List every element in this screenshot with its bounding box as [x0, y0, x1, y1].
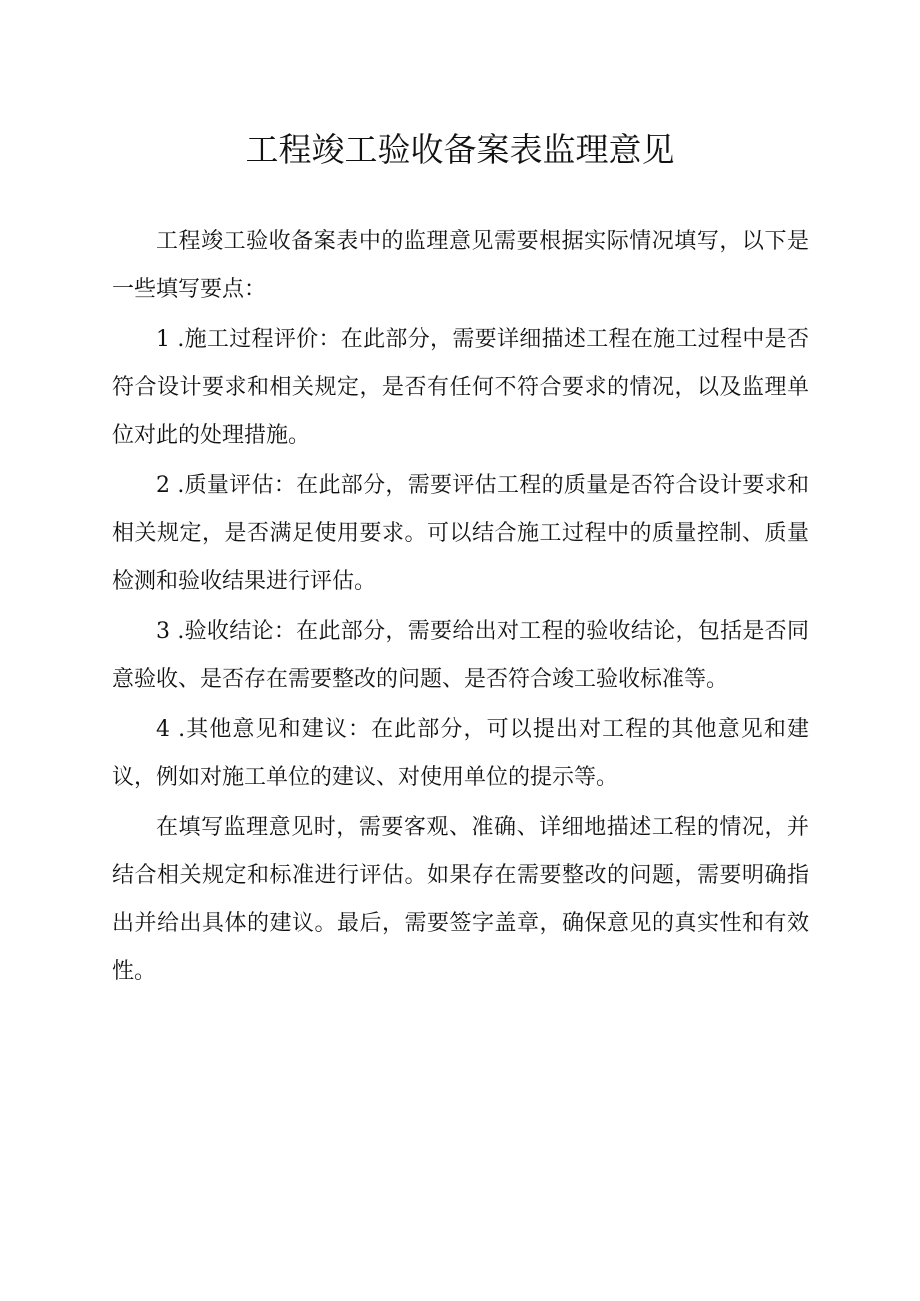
point-2-number: 2	[156, 473, 170, 498]
point-4-text: .其他意见和建议：在此部分，可以提出对工程的其他意见和建议，例如对施工单位的建议、对使用单位的提示等。	[112, 717, 809, 790]
point-3-paragraph	[112, 608, 809, 704]
document-title: 工程竣工验收备案表监理意见	[245, 130, 675, 169]
point-3-number: 3	[156, 619, 170, 644]
intro-paragraph: 工程竣工验收备案表中的监理意见需要根据实际情况填写，以下是一些填写要点：	[112, 229, 809, 302]
point-4-number: 4	[156, 717, 170, 742]
conclusion-paragraph: 在填写监理意见时，需要客观、准确、详细地描述工程的情况，并结合相关规定和标准进行评估。如果存在需要整改的问题，需要明确指出并给出具体的建议。最后，需要签字盖章，确保意见的真实性和有效性。	[112, 815, 809, 984]
point-2-paragraph	[112, 462, 809, 606]
point-1-text: .施工过程评价：在此部分，需要详细描述工程在施工过程中是否符合设计要求和相关规定，是否有任何不符合要求的情况，以及监理单位对此的处理措施。	[112, 327, 809, 448]
point-4-paragraph	[112, 706, 809, 802]
point-1-number: 1	[156, 327, 170, 352]
point-3-text: .验收结论：在此部分，需要给出对工程的验收结论，包括是否同意验收、是否存在需要整改的问题、是否符合竣工验收标准等。	[112, 619, 809, 692]
point-1-paragraph	[112, 316, 809, 460]
point-2-text: .质量评估：在此部分，需要评估工程的质量是否符合设计要求和相关规定，是否满足使用要求。可以结合施工过程中的质量控制、质量检测和验收结果进行评估。	[112, 473, 809, 594]
document-body	[112, 218, 809, 998]
